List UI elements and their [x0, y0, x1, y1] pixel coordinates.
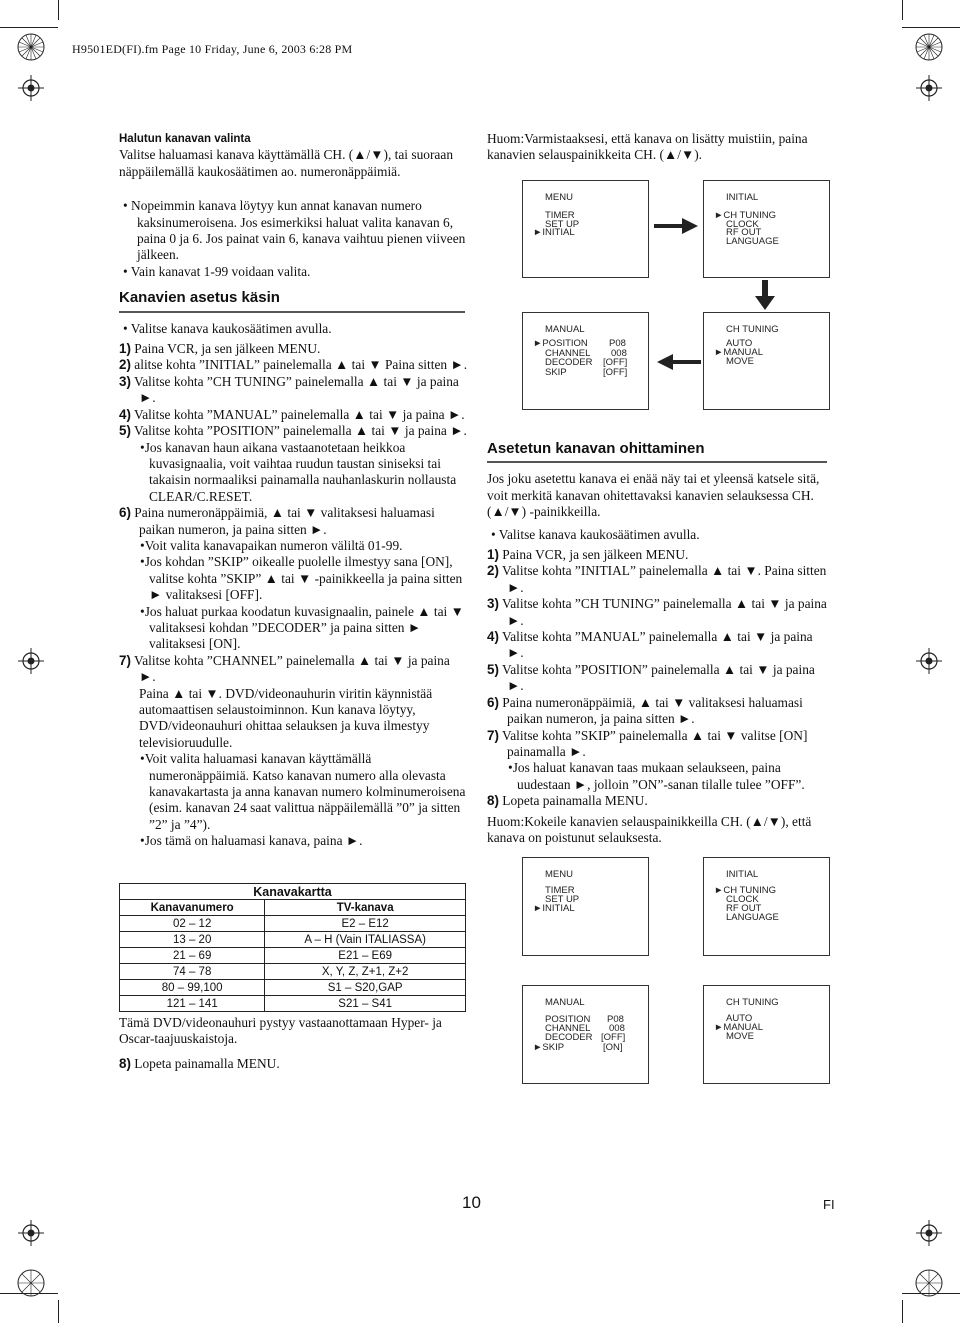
registration-mark-icon [916, 1220, 942, 1246]
table-header: Kanavanumero [120, 900, 265, 916]
section-title: Kanavien asetus käsin [119, 289, 280, 307]
osd-menu-screen: MENU TIMER SET UP ►INITIAL [522, 180, 649, 278]
right-section [487, 441, 832, 846]
section-intro: Jos joku asetettu kanava ei enää näy tai et yleensä katsele sitä, voit merkitä kanavan ohitettavaksi kanavien selauksessa CH. (▲/▼) -painikkeilla. [487, 471, 820, 520]
language-code: FI [823, 1197, 835, 1212]
section-bullet: • Valitse kanava kaukosäätimen avulla. [491, 526, 700, 542]
step-item: 4) Valitse kohta ”MANUAL” painelemalla ▲ tai ▼ ja paina ►. [487, 629, 813, 661]
table-title: Kanavakartta [120, 884, 466, 900]
step-item: 8) Lopeta painamalla MENU. [487, 793, 648, 809]
section-rule [487, 461, 827, 463]
tip-bullet: • Nopeimmin kanava löytyy kun annat kanavan numero kaksinumeroisena. Jos esimerkiksi haluat valita kanavan 6, paina 0 ja 6. Jos painat vain 6, kanava vaihtuu pienen viiveen jälkeen. [123, 198, 466, 263]
crop-mark [902, 0, 903, 20]
registration-mark-icon [916, 75, 942, 101]
step-item: 2) Valitse kohta ”INITIAL” painelemalla ▲ tai ▼. Paina sitten ►. [487, 563, 827, 595]
osd-manual-screen: MANUAL ►POSITION CHANNEL DECODER SKIP P08 008 [OFF] [OFF] [522, 312, 649, 410]
tip-bullet: • Vain kanavat 1-99 voidaan valita. [123, 263, 311, 279]
step-text: Paina ▲ tai ▼. DVD/videonauhurin viritin käynnistää automaattisen selaustoiminnon. Kun kanava löytyy, DVD/videonauhuri ohittaa selauksen ja kuva ilmestyy televisioruudulle. [139, 685, 433, 750]
step-note: •Jos kohdan ”SKIP” oikealle puolelle ilmestyy sana [ON], valitse kohta ”SKIP” ▲ tai ▼ -painikkeella ja paina sitten ► valitaksesi [OFF]. [140, 554, 463, 603]
registration-mark-icon [18, 75, 44, 101]
arrow-down-icon [755, 280, 775, 310]
intro-heading: Halutun kanavan valinta [119, 133, 251, 145]
step-item: 7) Valitse kohta ”CHANNEL” painelemalla ▲ tai ▼ ja paina ►. [119, 652, 450, 685]
registration-mark-icon [18, 648, 44, 674]
sunburst-mark-icon [914, 32, 944, 62]
table-row: 74 – 78 X, Y, Z, Z+1, Z+2 [120, 964, 466, 980]
table-row: 02 – 12 E2 – E12 [120, 916, 466, 932]
step-note: •Jos tämä on haluamasi kanava, paina ►. [140, 833, 363, 849]
section-title: Asetetun kanavan ohittaminen [487, 440, 705, 457]
step-note: •Jos haluat kanavan taas mukaan selaukseen, paina uudestaan ►, jolloin ”ON”-sanan tilalle tulee ”OFF”. [508, 760, 805, 792]
step-item: 1) Paina VCR, ja sen jälkeen MENU. [119, 341, 321, 357]
arrow-left-icon [657, 352, 701, 372]
osd-chtuning-screen: CH TUNING AUTO ►MANUAL MOVE [703, 985, 830, 1084]
step-item: 5) Valitse kohta ”POSITION” painelemalla ▲ tai ▼ ja paina ►. [487, 661, 815, 694]
step-item: 5) Valitse kohta ”POSITION” painelemalla ▲ tai ▼ ja paina ►. [119, 423, 467, 439]
step-item: 6) Paina numeronäppäimiä, ▲ tai ▼ valitaksesi haluamasi paikan numeron, ja paina sitten ►. [119, 505, 435, 537]
table-row: 13 – 20 A – H (Vain ITALIASSA) [120, 932, 466, 948]
crop-mark [58, 0, 59, 20]
step-item: 1) Paina VCR, ja sen jälkeen MENU. [487, 547, 689, 563]
crop-mark [902, 27, 960, 28]
sunburst-mark-icon [16, 32, 46, 62]
table-row: 121 – 141 S21 – S41 [120, 996, 466, 1012]
section-bullet: • Valitse kanava kaukosäätimen avulla. [123, 320, 332, 336]
table-header: TV-kanava [265, 900, 466, 916]
step-item: 3) Valitse kohta ”CH TUNING” painelemalla ▲ tai ▼ ja paina ►. [487, 596, 827, 628]
step-item: 3) Valitse kohta ”CH TUNING” painelemalla ▲ tai ▼ ja paina ►. [119, 373, 459, 406]
section-rule [119, 311, 465, 313]
osd-chtuning-screen: CH TUNING AUTO ►MANUAL MOVE [703, 312, 830, 410]
intro-line: näppäilemällä kaukosäätimen ao. numeronäppäimiä. [119, 163, 401, 179]
crop-mark [58, 1300, 59, 1323]
step-note: •Jos kanavan haun aikana vastaanotetaan heikkoa kuvasignaalia, voit vaihtaa ruudun taustan siniseksi tai takaisin normaaliksi painamalla nauhanlaskurin nollausta CLEAR/C.RESET. [140, 439, 457, 504]
step-note: •Voit valita kanavapaikan numeron väliltä 01-99. [140, 537, 403, 553]
table-row: 21 – 69 E21 – E69 [120, 948, 466, 964]
registration-mark-icon [916, 648, 942, 674]
crop-mark [0, 27, 58, 28]
step-item: 8) Lopeta painamalla MENU. [119, 1056, 280, 1071]
osd-menu-screen: MENU TIMER SET UP ►INITIAL [522, 857, 649, 956]
crop-mark [902, 1300, 903, 1323]
step-item: 2) alitse kohta ”INITIAL” painelemalla ▲ tai ▼ Paina sitten ►. [119, 357, 468, 373]
table-row: 80 – 99,100 S1 – S20,GAP [120, 980, 466, 996]
note-bottom: Huom:Kokeile kanavien selauspainikkeilla CH. (▲/▼), että kanava on poistunut selauksesta. [487, 813, 812, 845]
osd-initial-screen: INITIAL ►CH TUNING CLOCK RF OUT LANGUAGE [703, 180, 830, 278]
registration-mark-icon [18, 1220, 44, 1246]
intro-line: Valitse haluamasi kanava käyttämällä CH. (▲/▼), tai suoraan [119, 147, 454, 163]
left-column [119, 131, 469, 850]
step-item: 7) Valitse kohta ”SKIP” painelemalla ▲ tai ▼ valitse [ON] painamalla ►. [487, 727, 808, 759]
table-footnote: Tämä DVD/videonauhuri pystyy vastaanottamaan Hyper- ja Oscar-taajuuskaistoja. [119, 1015, 442, 1047]
channel-table [119, 883, 466, 1012]
step-note: •Voit valita haluamasi kanavan käyttämällä numeronäppäimiä. Katso kanavan numero alla olevasta kanavakartasta ja anna kanavan numero kolminumeroisena (esim. kanavan 24 saat valittua näppäilemällä ”0” ja sitten ”2” ja ”4”). [140, 751, 466, 832]
arrow-right-icon [654, 216, 698, 236]
osd-manual-screen: MANUAL POSITION CHANNEL DECODER ►SKIP P08 008 [OFF] [ON] [522, 985, 649, 1084]
step-note: •Jos haluat purkaa koodatun kuvasignaalin, painele ▲ tai ▼ valitaksesi kohdan ”DECODER” ja paina sitten ► valitaksesi [ON]. [140, 603, 464, 652]
note-top: Huom:Varmistaaksesi, että kanava on lisätty muistiin, paina kanavien selauspainikkeita CH. (▲/▼). [487, 131, 808, 163]
step-item: 6) Paina numeronäppäimiä, ▲ tai ▼ valitaksesi haluamasi paikan numeron, ja paina sitten ►. [487, 694, 803, 727]
sunburst-mark-icon [16, 1268, 46, 1298]
step-item: 4) Valitse kohta ”MANUAL” painelemalla ▲ tai ▼ ja paina ►. [119, 406, 465, 422]
page-number: 10 [462, 1193, 481, 1212]
osd-initial-screen: INITIAL ►CH TUNING CLOCK RF OUT LANGUAGE [703, 857, 830, 956]
file-header: H9501ED(FI).fm Page 10 Friday, June 6, 2003 6:28 PM [72, 42, 353, 56]
sunburst-mark-icon [914, 1268, 944, 1298]
